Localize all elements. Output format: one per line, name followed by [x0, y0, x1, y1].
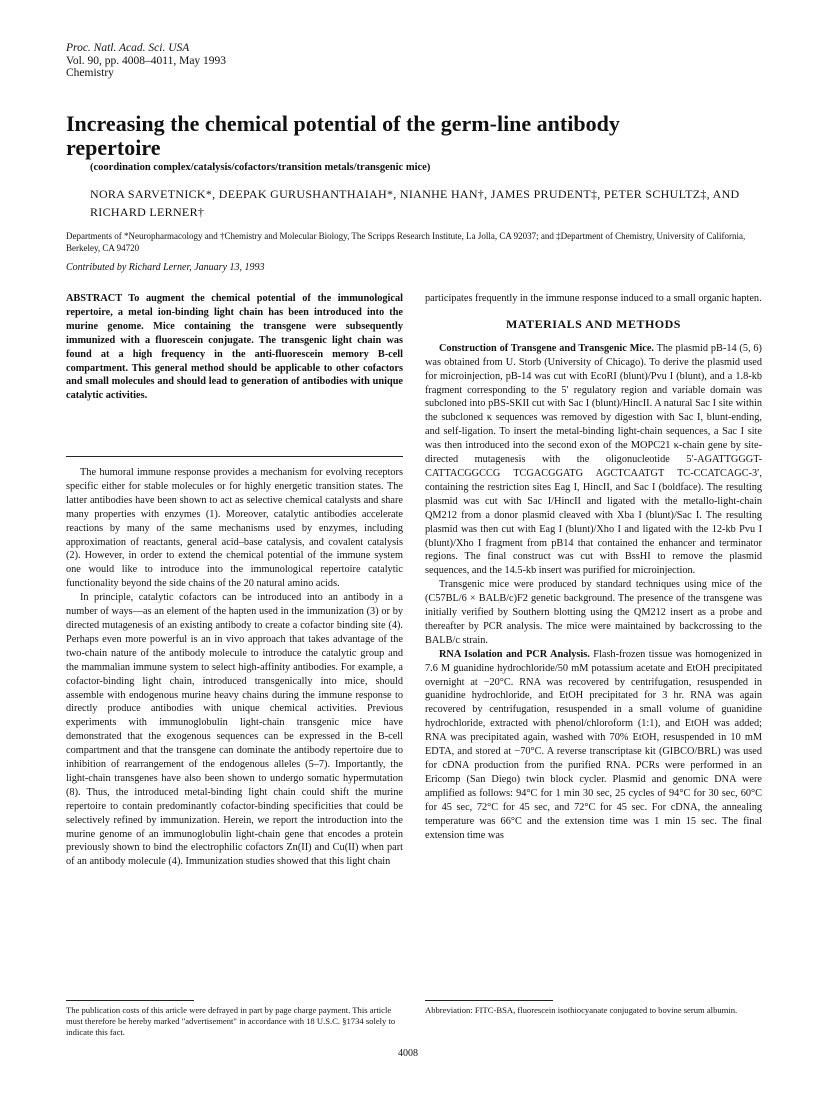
construction-body: The plasmid pB-14 (5, 6) was obtained from U. Storb (University of Chicago). To derive the plasmid used for microinjection, pB-14 was cut with EcoRI (blunt)/Pvu I (blunt), and a 1.8-kb fragment corresponding to the 5′ regulatory region and variable domain was subcloned into pBS-SKII cut with Sac I (blunt)/HincII. A natural Sac I site within the subcloned κ sequences was removed by digestion with Sac I, blunt-ending, and self-ligation. To insert the metal-binding light-chain sequences, a Sac I site was then introduced into the second exon of the MOPC21 κ-chain gene by site-directed mutagenesis with the oligonucleotide 5′-AGATTGGGT-CATTACGGCCG TCGACGGATG AGCTCAATGT TC-CCATCAGC-3′, containing the restriction sites Eag I, HincII, and Sac I (boldface). The resulting plasmid was cut with Sac I/HincII and ligated with the metallo-light-chain QM212 from a donor plasmid cleaved with Xba I (blunt)/Sac I. The resulting plasmid was then cut with Eag I (blunt)/Xho I and ligated with the 12-kb Pvu I (blunt)/Xho I fragment from pB14 that contained the enhancer and terminator regions. The final construct was cut with BssHI to remove the plasmid sequences, and the 14.5-kb insert was purified for microinjection. [425, 342, 762, 577]
affiliations: Departments of *Neuropharmacology and †Chemistry and Molecular Biology, The Scripps Research Institute, La Jolla, CA 92037; and ‡Department of Chemistry, University of California, Berkeley, CA 94720 [66, 231, 746, 253]
transgenic-paragraph: Transgenic mice were produced by standard techniques using mice of the (C57BL/6 × BALB/c)F2 genetic background. The presence of the transgene was initially verified by Southern blotting using the QM212 insert as a probe and thereafter by PCR analysis. The mice were maintained by backcrossing to the BALB/c strain. [425, 579, 762, 646]
right-column [425, 292, 762, 842]
abstract-divider [66, 456, 403, 457]
footnote-abbreviation [425, 1000, 762, 1016]
footnote-right-text: Abbreviation: FITC-BSA, fluorescein isothiocyanate conjugated to bovine serum albumin. [425, 1005, 738, 1015]
footnote-publication-costs [66, 1000, 403, 1038]
intro-paragraph-continued: participates frequently in the immune response induced to a small organic hapten. [425, 293, 762, 304]
article-title: Increasing the chemical potential of the germ-line antibody repertoire [66, 111, 620, 160]
construction-paragraph [425, 342, 762, 578]
footnote-left-text: The publication costs of this article were defrayed in part by page charge payment. This article must therefore be hereby marked "advertisement" in accordance with 18 U.S.C. §1734 solely to indicate this fact. [66, 1005, 396, 1037]
construction-heading: Construction of Transgene and Transgenic Mice. [439, 342, 654, 354]
intro-paragraph-2: In principle, catalytic cofactors can be introduced into an antibody in a number of ways—as an element of the hapten used in the immunization (3) or by directed mutagenesis of an existing antibody to create a cofactor binding site (4). Perhaps even more powerful is an in vivo approach that takes advantage of the two-chain nature of the antibody molecule to introduce the catalytic group and the mammalian immune system to select high-affinity antibodies. For example, a cofactor-binding light chain, introduced transgenically into mice, should assemble with endogenous murine heavy chains during the immune response to directly produce antibodies with unique chemical activities. Previous experiments with immunoglobulin light-chain transgenic mice have demonstrated that the exogenous sequences can be expressed in the B-cell compartment and that the transgene can dominate the antibody repertoire due to inhibition of rearrangement of the endogenous alleles (5–7). Importantly, the light-chain transgenes have also been shown to undergo somatic hypermutation (8). Thus, the introduced metal-binding light chain could shift the murine repertoire to contain predominantly cofactor-binding specificities that could be selectively refined by immunization. Herein, we report the introduction into the murine genome of an immunoglobulin light-chain gene that encodes a protein previously shown to bind the electrophilic cofactors Zn(II) and Cu(II) when part of an antibody molecule (4). Immunization studies showed that this light chain [66, 592, 403, 868]
section-heading: MATERIALS AND METHODS [506, 316, 681, 331]
footnote-rule [425, 1000, 553, 1001]
page-number: 4008 [398, 1048, 418, 1059]
rna-heading: RNA Isolation and PCR Analysis. [439, 648, 590, 660]
journal-header [66, 42, 226, 80]
intro-paragraph-1: The humoral immune response provides a mechanism for evolving receptors specific either for stable molecules or for highly energetic transition states. The latter antibodies have been shown to act as selective chemical catalysts and share many properties with enzymes (1). Moreover, catalytic antibodies accelerate reactions by many of the same mechanisms used by enzymes, including approximation of reactants, general acid–base catalysis, and covalent catalysis (2). However, in order to extend the chemical potential of the immune system one would like to introduce into the immunological repertoire catalytic functionality beyond the side chains of the 20 natural amino acids. [66, 467, 403, 590]
journal-volume: Vol. 90, pp. 4008–4011, May 1993 [66, 54, 227, 67]
left-column [66, 466, 403, 869]
journal-name: Proc. Natl. Acad. Sci. USA [66, 42, 190, 54]
rna-paragraph [425, 648, 762, 843]
journal-section: Chemistry [66, 67, 114, 79]
rna-body: Flash-frozen tissue was homogenized in 7.6 M guanidine hydrochloride/50 mM potassium acetate and EtOH precipitated overnight at −20°C. RNA was recovered by centrifugation, resuspended in guanidine hydrochloride, and EtOH precipitated for 3 hr. RNA was again recovered by centrifugation, resuspended in a small volume of guanidine hydrochloride, extracted with phenol/chloroform (1:1), and EtOH was added; RNA was precipitated again, washed with 70% EtOH, resuspended in 10 mM EDTA, and stored at −70°C. A reverse transcriptase kit (GIBCO/BRL) was used for cDNA production from the purified RNA. PCRs were performed in an Ericomp (San Diego) twin block cycler. Plasmid and genomic DNA were amplified as follows: 94°C for 1 min 30 sec, 25 cycles of 94°C for 30 sec, 60°C for 45 sec, 72°C for 45 sec, and 72°C for 45 sec. For cDNA, the annealing temperature was 66°C and the extension time was 1 min 15 sec. The final extension time was [425, 648, 763, 841]
authors: NORA SARVETNICK*, DEEPAK GURUSHANTHAIAH*, NIANHE HAN†, JAMES PRUDENT‡, PETER SCHULTZ‡, AND RICHARD LERNER† [90, 187, 740, 219]
contributed-by: Contributed by Richard Lerner, January 13, 1993 [66, 262, 265, 273]
abstract: ABSTRACT To augment the chemical potential of the immunological repertoire, a metal ion-binding light chain has been introduced into the murine genome. Mice containing the transgene were subsequently immunized with a fluorescein conjugate. The transgenic light chain was found at a high frequency in the anti-fluorescein memory B-cell compartment. This general method should be applicable to other cofactors and small molecules and should lead to generation of antibodies with unique catalytic activities. [66, 293, 403, 402]
keywords: (coordination complex/catalysis/cofactors/transition metals/transgenic mice) [90, 162, 431, 173]
footnote-rule [66, 1000, 194, 1001]
